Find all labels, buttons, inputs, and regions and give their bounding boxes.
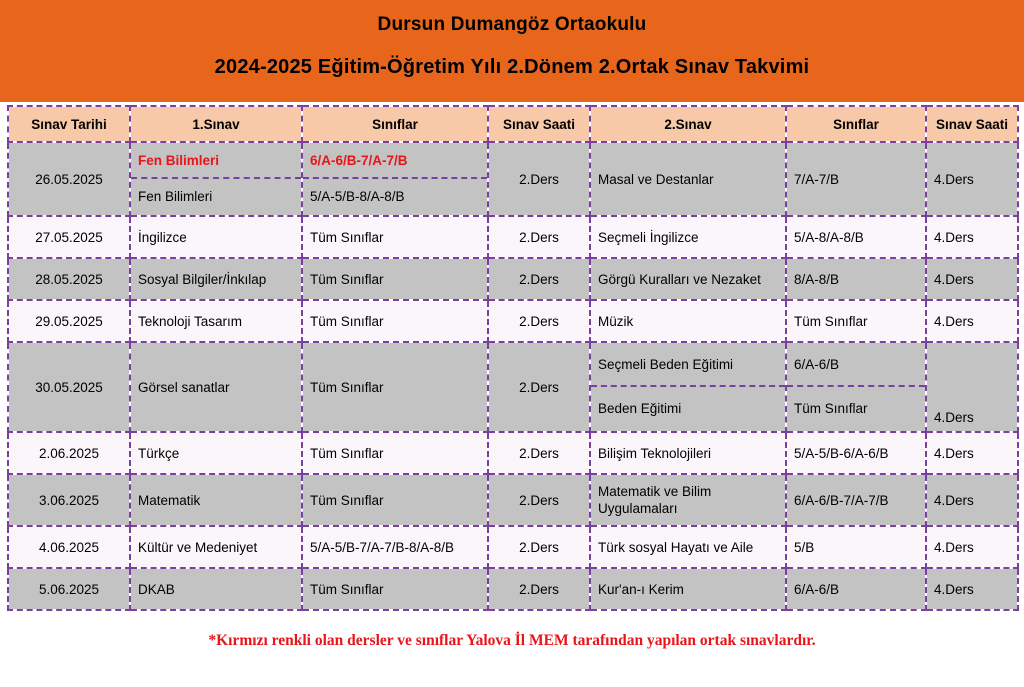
cell-hour1: 2.Ders [488, 300, 590, 342]
cell-classes2: Tüm Sınıflar [786, 300, 926, 342]
cell-exam-date: 27.05.2025 [8, 216, 130, 258]
cell-exam1-line2: Fen Bilimleri [138, 189, 213, 204]
cell-hour2: 4.Ders [926, 342, 1018, 432]
cell-exam1: DKAB [130, 568, 302, 610]
cell-classes1 [302, 142, 488, 216]
cell-exam2: Görgü Kuralları ve Nezaket [590, 258, 786, 300]
cell-hour2: 4.Ders [926, 216, 1018, 258]
cell-hour1: 2.Ders [488, 142, 590, 216]
cell-classes1-line1: 6/A-6/B-7/A-7/B [303, 143, 487, 179]
exam-schedule-table [7, 105, 1019, 611]
cell-exam2: Matematik ve Bilim Uygulamaları [590, 474, 786, 526]
cell-classes1: Tüm Sınıflar [302, 342, 488, 432]
cell-exam1: Matematik [130, 474, 302, 526]
cell-hour2: 4.Ders [926, 300, 1018, 342]
cell-exam-date: 26.05.2025 [8, 142, 130, 216]
cell-exam2 [590, 342, 786, 432]
cell-hour2: 4.Ders [926, 432, 1018, 474]
cell-classes2-line1: 6/A-6/B [787, 343, 925, 387]
cell-exam1: Türkçe [130, 432, 302, 474]
table-row [8, 568, 1018, 610]
cell-hour2: 4.Ders [926, 142, 1018, 216]
cell-exam-date: 28.05.2025 [8, 258, 130, 300]
footer-note: *Kırmızı renkli olan dersler ve sınıflar Yalova İl MEM tarafından yapılan ortak sınavlardır. [208, 632, 816, 649]
table-row [8, 142, 1018, 216]
cell-hour1: 2.Ders [488, 258, 590, 300]
cell-classes2: 8/A-8/B [786, 258, 926, 300]
cell-exam-date: 29.05.2025 [8, 300, 130, 342]
cell-classes2: 5/A-5/B-6/A-6/B [786, 432, 926, 474]
cell-classes2: 5/A-8/A-8/B [786, 216, 926, 258]
cell-exam2: Türk sosyal Hayatı ve Aile [590, 526, 786, 568]
table-row [8, 474, 1018, 526]
table-row [8, 432, 1018, 474]
column-header-hour2: Sınav Saati [926, 106, 1018, 142]
cell-classes1: Tüm Sınıflar [302, 568, 488, 610]
cell-classes1: Tüm Sınıflar [302, 300, 488, 342]
cell-classes1: Tüm Sınıflar [302, 474, 488, 526]
table-header [8, 106, 1018, 142]
cell-classes1: Tüm Sınıflar [302, 258, 488, 300]
cell-classes2: 6/A-6/B [786, 568, 926, 610]
cell-classes2: 6/A-6/B-7/A-7/B [786, 474, 926, 526]
cell-exam-date: 5.06.2025 [8, 568, 130, 610]
cell-exam2: Kur'an-ı Kerim [590, 568, 786, 610]
cell-exam1 [130, 142, 302, 216]
cell-hour2: 4.Ders [926, 568, 1018, 610]
cell-hour1: 2.Ders [488, 216, 590, 258]
table-body [8, 142, 1018, 610]
cell-classes2: 7/A-7/B [786, 142, 926, 216]
cell-hour1: 2.Ders [488, 432, 590, 474]
cell-classes2-line2: Tüm Sınıflar [794, 401, 868, 416]
cell-exam1: İngilizce [130, 216, 302, 258]
cell-exam2-line2: Beden Eğitimi [598, 401, 682, 416]
cell-exam2: Bilişim Teknolojileri [590, 432, 786, 474]
cell-classes2: 5/B [786, 526, 926, 568]
cell-hour1: 2.Ders [488, 568, 590, 610]
cell-exam2: Masal ve Destanlar [590, 142, 786, 216]
cell-hour1: 2.Ders [488, 474, 590, 526]
column-header-exam2: 2.Sınav [590, 106, 786, 142]
cell-exam2: Seçmeli İngilizce [590, 216, 786, 258]
column-header-classes2: Sınıflar [786, 106, 926, 142]
table-header-row [8, 106, 1018, 142]
cell-exam1: Kültür ve Medeniyet [130, 526, 302, 568]
table-row [8, 526, 1018, 568]
column-header-exam1: 1.Sınav [130, 106, 302, 142]
cell-hour1: 2.Ders [488, 526, 590, 568]
cell-classes2 [786, 342, 926, 432]
table-row [8, 216, 1018, 258]
column-header-exam-date: Sınav Tarihi [8, 106, 130, 142]
cell-exam1: Sosyal Bilgiler/İnkılap [130, 258, 302, 300]
cell-classes1: 5/A-5/B-7/A-7/B-8/A-8/B [302, 526, 488, 568]
cell-hour2: 4.Ders [926, 474, 1018, 526]
table-row [8, 300, 1018, 342]
table-row [8, 342, 1018, 432]
page-title: 2024-2025 Eğitim-Öğretim Yılı 2.Dönem 2.Ortak Sınav Takvimi [214, 56, 810, 78]
cell-hour2: 4.Ders [926, 258, 1018, 300]
column-header-classes1: Sınıflar [302, 106, 488, 142]
cell-hour2: 4.Ders [926, 526, 1018, 568]
cell-classes1: Tüm Sınıflar [302, 216, 488, 258]
header-banner [0, 0, 1024, 102]
cell-exam1-line1: Fen Bilimleri [131, 143, 301, 179]
table-row [8, 258, 1018, 300]
cell-exam-date: 2.06.2025 [8, 432, 130, 474]
cell-hour1: 2.Ders [488, 342, 590, 432]
cell-exam1: Teknoloji Tasarım [130, 300, 302, 342]
cell-exam-date: 4.06.2025 [8, 526, 130, 568]
cell-exam-date: 3.06.2025 [8, 474, 130, 526]
cell-classes1: Tüm Sınıflar [302, 432, 488, 474]
cell-exam2-line1: Seçmeli Beden Eğitimi [591, 343, 785, 387]
cell-exam2: Müzik [590, 300, 786, 342]
school-name: Dursun Dumangöz Ortaokulu [377, 14, 647, 35]
cell-exam1: Görsel sanatlar [130, 342, 302, 432]
column-header-hour1: Sınav Saati [488, 106, 590, 142]
cell-classes1-line2: 5/A-5/B-8/A-8/B [310, 189, 405, 204]
cell-exam-date: 30.05.2025 [8, 342, 130, 432]
